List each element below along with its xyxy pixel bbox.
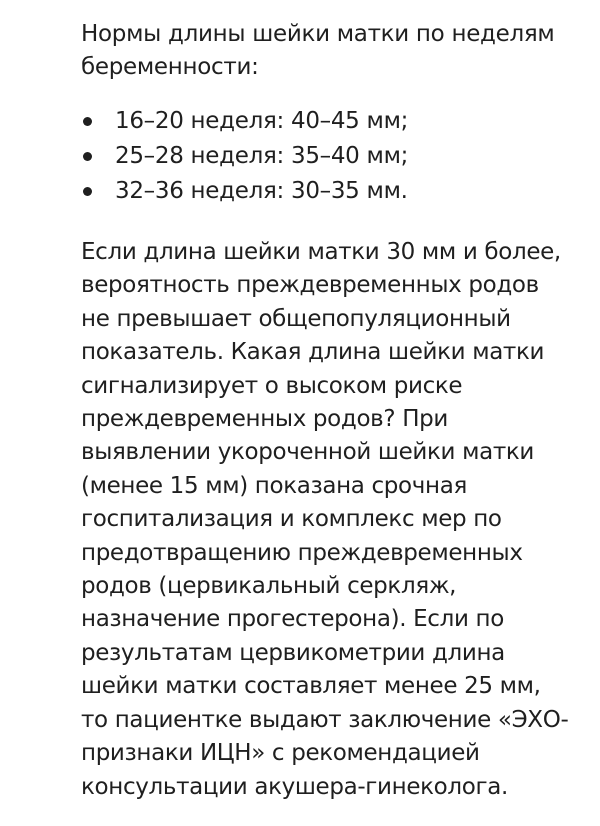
norms-list <box>81 104 581 209</box>
list-item <box>81 104 581 139</box>
bullet-icon <box>83 187 92 196</box>
intro-paragraph: Нормы длины шейки матки по неделям беременности: <box>81 21 555 80</box>
list-item-text: 16–20 неделя: 40–45 мм; <box>115 108 409 134</box>
list-item <box>81 174 581 209</box>
body-paragraph: Если длина шейки матки 30 мм и более, вероятность преждевременных родов не превышает общепопуляционный показатель. Какая длина шейки матки сигнализирует о высоком риске преждевременных родов? При выявлении укороченной шейки матки (менее 15 мм) показана срочная госпитализация и комплекс мер по предотвращению преждевременных родов (цервикальный серкляж, назначение прогестерона). Если по результатам цервикометрии длина шейки матки составляет менее 25 мм, то пациентке выдают заключение «ЭХО-признаки ИЦН» с рекомендацией консультации акушера-гинеколога. <box>81 239 569 800</box>
list-item <box>81 139 581 174</box>
bullet-icon <box>83 152 92 161</box>
list-item-text: 25–28 неделя: 35–40 мм; <box>115 143 409 169</box>
article-content <box>81 18 581 804</box>
bullet-icon <box>83 117 92 126</box>
list-item-text: 32–36 неделя: 30–35 мм. <box>115 178 408 204</box>
